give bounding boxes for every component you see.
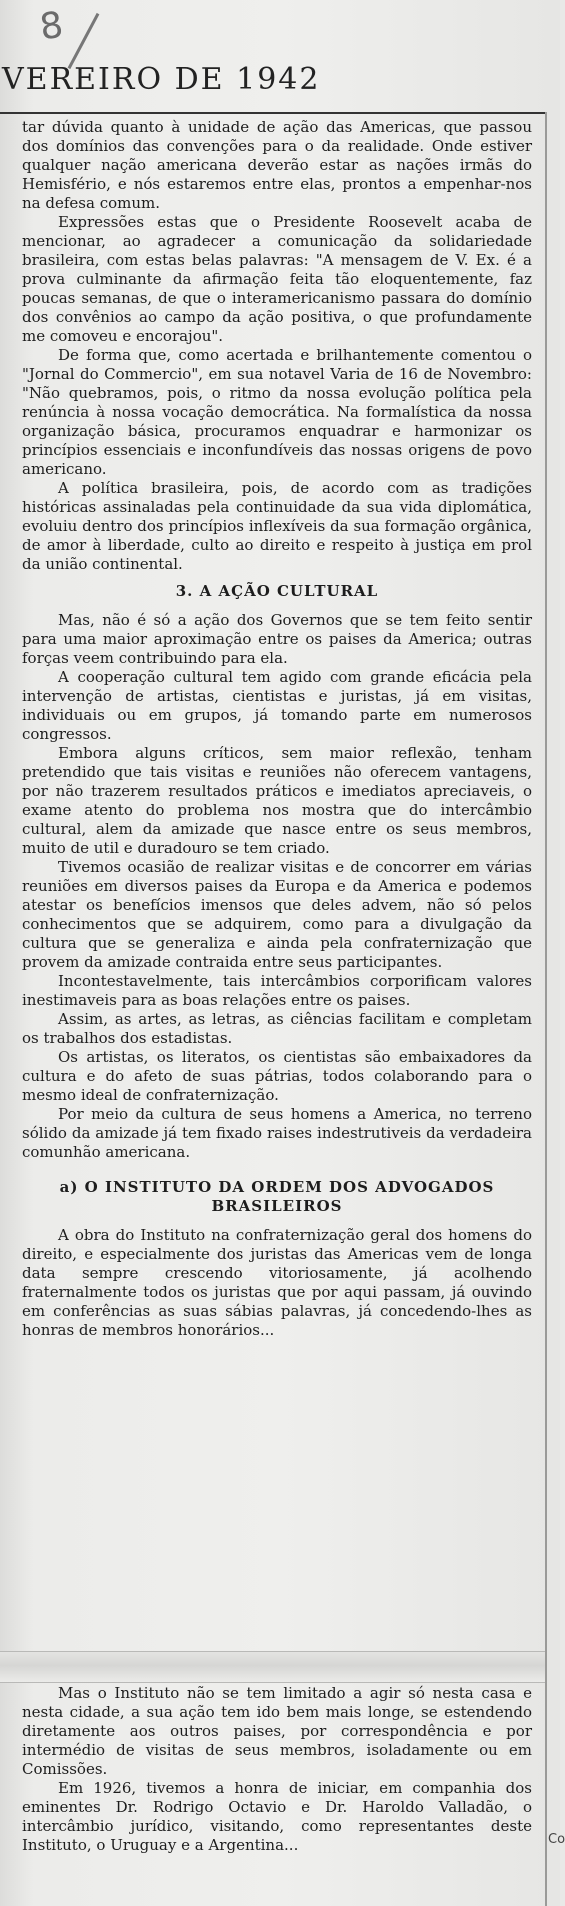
paragraph: Mas, não é só a ação dos Governos que se tem feito sentir para uma maior aproximação entre os paises da America; outras forças veem contribuindo para ela. bbox=[22, 611, 532, 667]
paragraph: Em 1926, tivemos a honra de iniciar, em companhia dos eminentes Dr. Rodrigo Octavio e Dr. Haroldo Valladão, o intercâmbio jurídico, visitando, como representantes deste Instituto, o Uruguay e a Argentina... bbox=[22, 1779, 532, 1854]
paragraph: Incontestavelmente, tais intercâmbios corporificam valores inestimaveis para as boas relações entre os paises. bbox=[22, 972, 532, 1009]
paragraph: Mas o Instituto não se tem limitado a agir só nesta casa e nesta cidade, a sua ação tem ido bem mais longe, se estendendo diretamente aos outros paises, por correspondência e por intermédio de visitas de seus membros, isoladamente ou em Comissões. bbox=[22, 1684, 532, 1778]
spacer bbox=[22, 1162, 532, 1170]
paragraph: Tivemos ocasião de realizar visitas e de concorrer em várias reuniões em diversos paises da Europa e da America e podemos atestar os benefícios imensos que deles advem, não só pelos conhecimentos que se adquirem, como para a divulgação da cultura que se generaliza e ainda pela confraternização que provem da amizade contraida entre seus participantes. bbox=[22, 858, 532, 971]
section-heading-acao-cultural: 3. A AÇÃO CULTURAL bbox=[175, 582, 379, 600]
column-rule bbox=[545, 112, 547, 1906]
header-rule bbox=[0, 112, 545, 114]
paragraph: A cooperação cultural tem agido com grande eficácia pela intervenção de artistas, cientistas e juristas, já em visitas, individuais ou em grupos, já tomando parte em numerosos congressos. bbox=[22, 668, 532, 743]
handwritten-slash bbox=[68, 13, 100, 69]
paragraph: De forma que, como acertada e brilhantemente comentou o "Jornal do Commercio", em sua notavel Varia de 16 de Novembro: "Não quebramos, pois, o ritmo da nossa evolução política pela renúncia à nossa vocação democrática. Na formalística da nossa organização básica, procuramos enquadrar e harmonizar os princípios essenciais e inconfundíveis das nossas origens de povo americano. bbox=[22, 346, 532, 478]
page-header-date: VEREIRO DE 1942 bbox=[2, 62, 321, 97]
paragraph: Os artistas, os literatos, os cientistas são embaixadores da cultura e do afeto de suas pátrias, todos colaborando para o mesmo ideal de confraternização. bbox=[22, 1048, 532, 1104]
handwritten-number: 8 bbox=[37, 4, 66, 49]
paragraph: Por meio da cultura de seus homens a America, no terreno sólido da amizade já tem fixado raises indestrutiveis da verdadeira comunhão americana. bbox=[22, 1105, 532, 1161]
paragraph: Expressões estas que o Presidente Roosevelt acaba de mencionar, ao agradecer a comunicação da solidariedade brasileira, com estas belas palavras: "A mensagem de V. Ex. é a prova culminante da afirmação feita tão eloquentemente, faz poucas semanas, de que o interamericanismo passara do domínio dos convênios ao campo da ação positiva, o que profundamente me comoveu e encorajou". bbox=[22, 213, 532, 345]
paper-tear-overlap bbox=[0, 1651, 545, 1683]
article-column bbox=[22, 118, 532, 1340]
paragraph: Assim, as artes, as letras, as ciências facilitam e completam os trabalhos dos estadistas. bbox=[22, 1010, 532, 1047]
article-column-continued bbox=[22, 1684, 532, 1855]
section-heading-instituto: a) O INSTITUTO DA ORDEM DOS ADVOGADOS BRASILEIROS bbox=[59, 1178, 495, 1215]
paragraph: Embora alguns críticos, sem maior reflexão, tenham pretendido que tais visitas e reuniões não oferecem vantagens, por não trazerem resultados práticos e imediatos apreciaveis, o exame atento do problema nos mostra que do intercâmbio cultural, alem da amizade que nasce entre os seus membros, muito de util e duradouro se tem criado. bbox=[22, 744, 532, 857]
paragraph: A obra do Instituto na confraternização geral dos homens do direito, e especialmente dos juristas das Americas vem de longa data sempre crescendo vitoriosamente, já acolhendo fraternalmente todos os juristas que por aqui passam, já ouvindo em conferências as suas sábias palavras, já concedendo-lhes as honras de membros honorários... bbox=[22, 1226, 532, 1339]
paragraph: tar dúvida quanto à unidade de ação das Americas, que passou dos domínios das convenções para o da realidade. Onde estiver qualquer nação americana deverão estar as nações irmãs do Hemisfério, e nós estaremos entre elas, prontos a empenhar-nos na defesa comum. bbox=[22, 118, 532, 212]
paragraph: A política brasileira, pois, de acordo com as tradições históricas assinaladas pela continuidade da sua vida diplomática, evoluiu dentro dos princípios inflexíveis da sua formação orgânica, de amor à liberdade, culto ao direito e respeito à justiça em prol da união continental. bbox=[22, 479, 532, 573]
adjacent-column-fragment: Co bbox=[548, 1832, 565, 1847]
